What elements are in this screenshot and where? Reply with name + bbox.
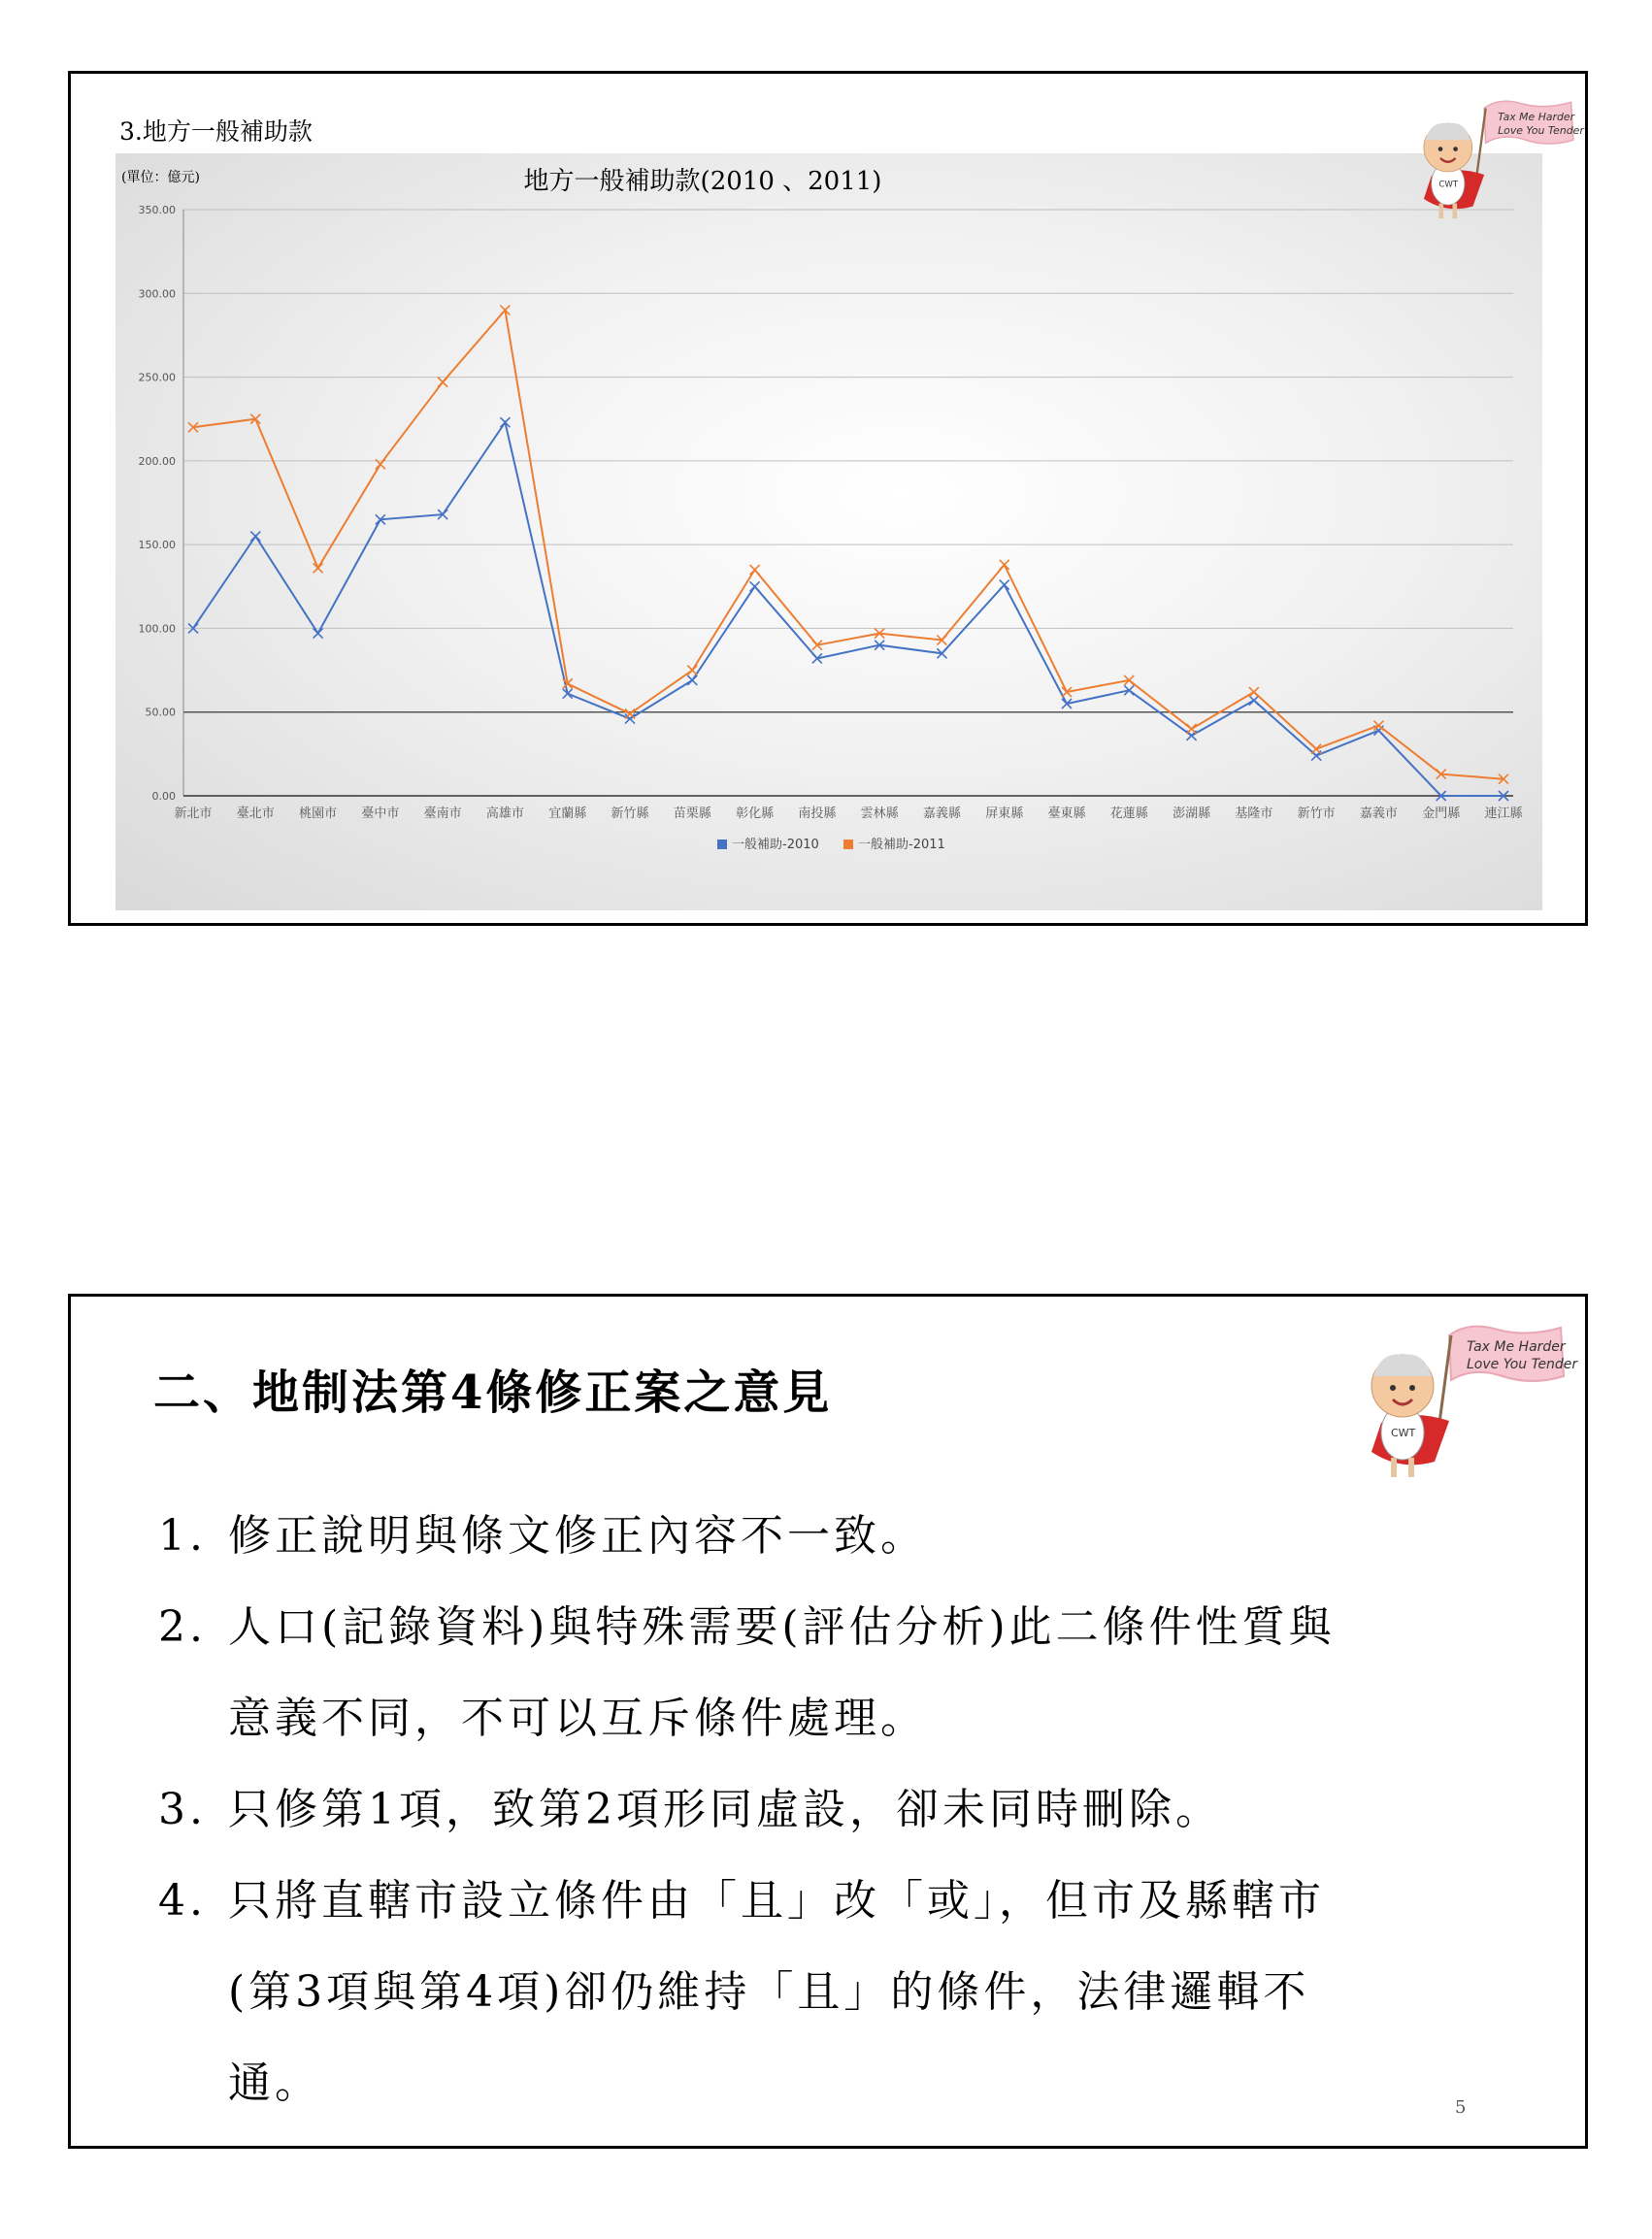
legend-label: 一般補助-2011 bbox=[858, 838, 945, 852]
x-tick-label: 宜蘭縣 bbox=[548, 807, 587, 821]
page-number: 5 bbox=[1455, 2097, 1467, 2118]
mascot-logo bbox=[1342, 1316, 1578, 1491]
x-tick-label: 臺中市 bbox=[361, 807, 400, 821]
item-number: 3. bbox=[158, 1785, 207, 1834]
y-tick-label: 100.00 bbox=[138, 622, 176, 636]
mascot-badge: CWT bbox=[1391, 1427, 1416, 1439]
item-text: 修正說明與條文修正內容不一致。 bbox=[228, 1511, 927, 1561]
mascot-flag bbox=[1449, 1327, 1578, 1381]
x-tick-label: 高雄市 bbox=[485, 807, 524, 821]
item-number: 4. bbox=[158, 1876, 207, 1926]
data-point bbox=[1000, 580, 1009, 590]
legend-swatch bbox=[843, 840, 853, 849]
x-tick-label: 苗栗縣 bbox=[673, 807, 711, 821]
y-tick-label: 0.00 bbox=[151, 790, 176, 803]
list-item bbox=[158, 1856, 1371, 2129]
mascot-flag-line1: Tax Me Harder bbox=[1498, 111, 1575, 123]
y-tick-label: 50.00 bbox=[145, 706, 176, 719]
data-point bbox=[687, 666, 697, 675]
x-tick-label: 桃園市 bbox=[299, 807, 338, 821]
x-tick-label: 屏東縣 bbox=[985, 807, 1024, 821]
x-tick-label: 花蓮縣 bbox=[1109, 807, 1148, 821]
list-item bbox=[158, 1582, 1371, 1764]
opinion-slide bbox=[68, 1294, 1588, 2149]
y-tick-label: 250.00 bbox=[138, 371, 176, 384]
list-item bbox=[158, 1491, 1371, 1582]
data-point bbox=[1187, 724, 1197, 734]
slide-heading: 3.地方一般補助款 bbox=[119, 117, 313, 146]
x-tick-label: 彰化縣 bbox=[736, 807, 775, 821]
y-tick-label: 300.00 bbox=[138, 287, 176, 301]
x-tick-label: 雲林縣 bbox=[860, 807, 899, 821]
x-tick-label: 新北市 bbox=[174, 807, 213, 821]
chart-unit-label: (單位：億元) bbox=[121, 170, 200, 185]
data-point bbox=[1249, 687, 1259, 697]
data-point bbox=[687, 675, 697, 685]
item-text: 只將直轄市設立條件由「且」改「或」，但市及縣轄市(第3項與第4項)卻仍維持「且」的條件，法律邏輯不通。 bbox=[228, 1876, 1325, 2108]
slide-heading: 二、地制法第4條修正案之意見 bbox=[153, 1366, 833, 1420]
x-tick-label: 臺東縣 bbox=[1047, 807, 1086, 821]
x-tick-label: 金門縣 bbox=[1422, 807, 1461, 821]
data-point bbox=[250, 532, 260, 542]
line-chart bbox=[116, 153, 1542, 910]
x-tick-label: 南投縣 bbox=[798, 807, 837, 821]
legend-label: 一般補助-2010 bbox=[732, 838, 819, 852]
x-tick-label: 嘉義市 bbox=[1359, 807, 1398, 821]
mascot-badge: CWT bbox=[1438, 180, 1459, 190]
data-point bbox=[625, 708, 635, 718]
chart-area bbox=[116, 153, 1542, 910]
y-tick-label: 150.00 bbox=[138, 539, 176, 552]
x-tick-label: 基隆市 bbox=[1235, 807, 1273, 821]
x-tick-label: 嘉義縣 bbox=[922, 807, 961, 821]
item-text: 人口(記錄資料)與特殊需要(評估分析)此二條件性質與意義不同，不可以互斥條件處理。 bbox=[228, 1602, 1336, 1743]
mascot-logo bbox=[1401, 93, 1584, 229]
x-tick-label: 新竹縣 bbox=[611, 807, 649, 821]
item-number: 2. bbox=[158, 1602, 207, 1652]
data-point bbox=[438, 378, 447, 387]
data-point bbox=[625, 714, 635, 724]
legend-swatch bbox=[717, 840, 727, 849]
x-tick-label: 新竹市 bbox=[1297, 807, 1336, 821]
item-number: 1. bbox=[158, 1511, 207, 1561]
x-tick-label: 澎湖縣 bbox=[1173, 807, 1211, 821]
data-point bbox=[750, 581, 760, 591]
y-tick-label: 350.00 bbox=[138, 204, 176, 216]
mascot-flag-line1: Tax Me Harder bbox=[1467, 1339, 1566, 1355]
chart-slide bbox=[68, 71, 1588, 926]
data-point bbox=[1000, 560, 1009, 570]
item-text: 只修第1項，致第2項形同虛設，卻未同時刪除。 bbox=[228, 1785, 1222, 1834]
data-point bbox=[314, 629, 323, 639]
data-point bbox=[750, 565, 760, 575]
x-tick-label: 臺南市 bbox=[423, 807, 462, 821]
x-tick-label: 臺北市 bbox=[236, 807, 275, 821]
opinion-list bbox=[158, 1491, 1371, 2129]
list-item bbox=[158, 1764, 1371, 1856]
data-point bbox=[1311, 744, 1321, 754]
mascot-flag bbox=[1484, 101, 1585, 144]
data-point bbox=[1373, 721, 1383, 731]
data-point bbox=[1249, 696, 1259, 706]
data-point bbox=[314, 563, 323, 573]
y-tick-label: 200.00 bbox=[138, 454, 176, 468]
mascot-flag-line2: Love You Tender bbox=[1467, 1357, 1578, 1372]
x-tick-label: 連江縣 bbox=[1484, 807, 1523, 821]
chart-title: 地方一般補助款(2010 、2011) bbox=[523, 167, 882, 196]
mascot-flag-line2: Love You Tender bbox=[1498, 124, 1584, 137]
